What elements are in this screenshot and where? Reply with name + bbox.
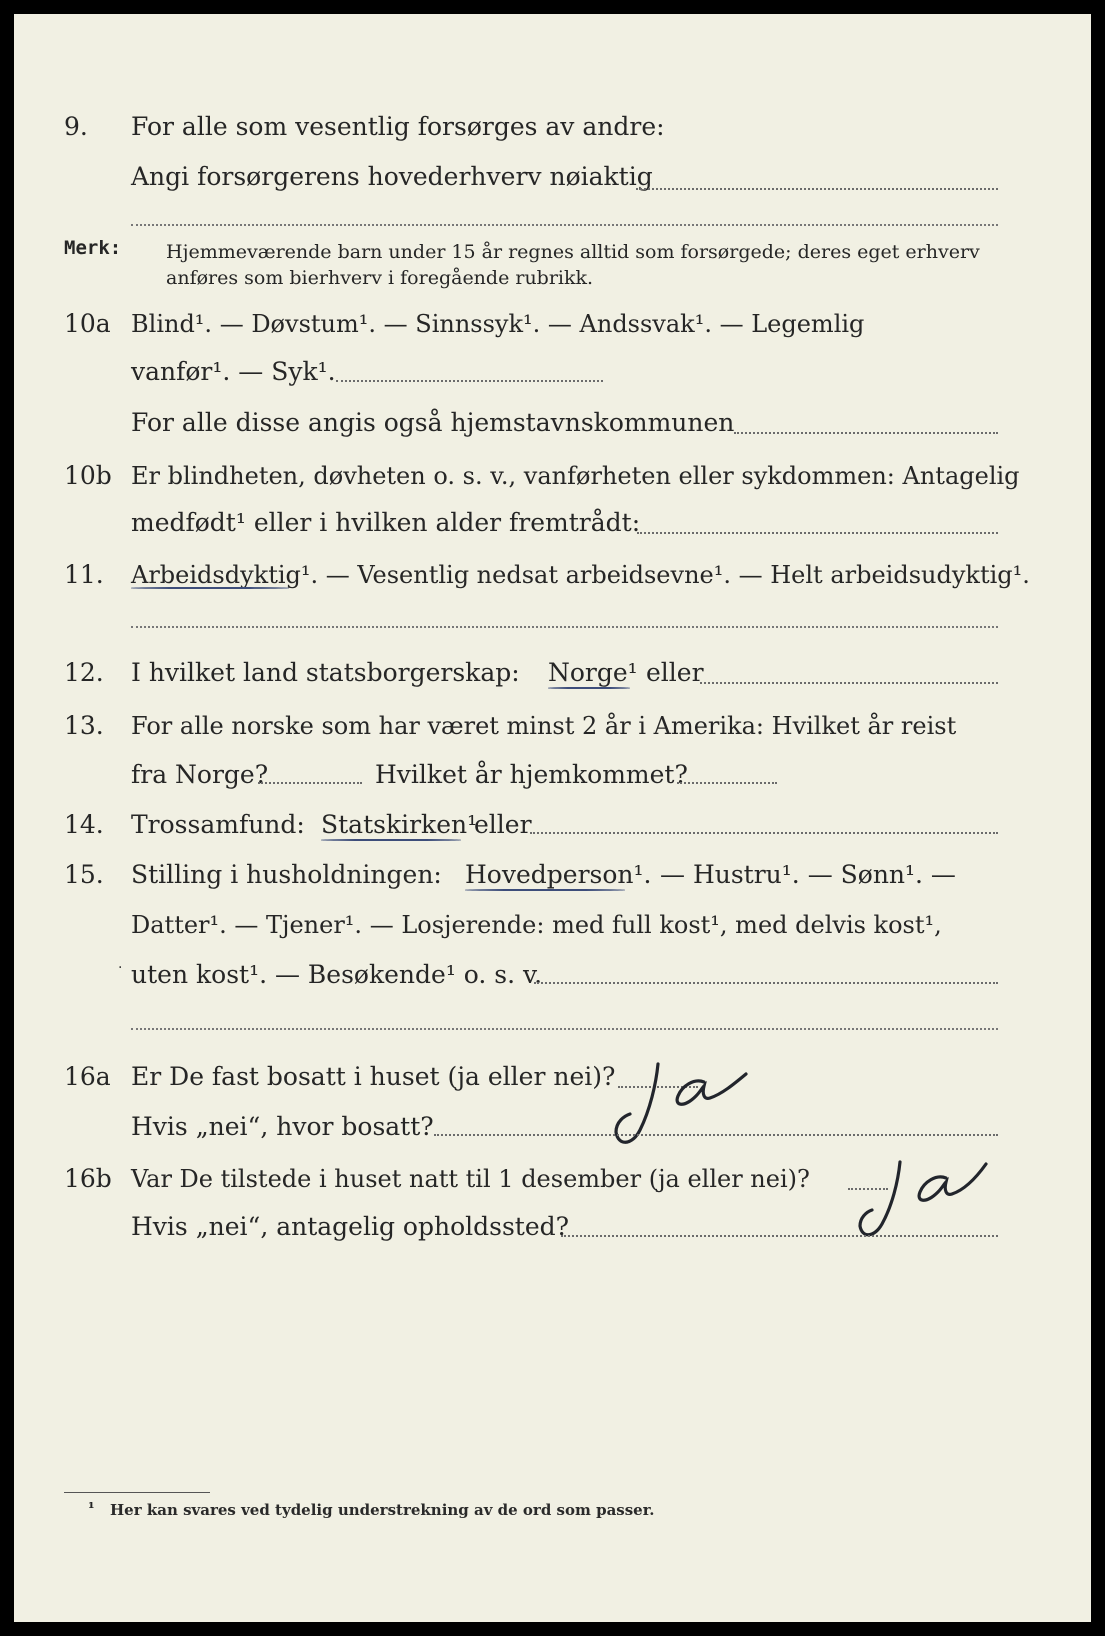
merk-text-line1: Hjemmeværende barn under 15 år regnes alltid som forsørgede; deres eget erhverv — [166, 241, 980, 263]
q13-text-line2b: Hvilket år hjemkommet? — [375, 760, 688, 789]
q16b-opholdssted-answer-field[interactable] — [561, 1235, 998, 1237]
q13-hjemkommet-answer-field[interactable] — [677, 782, 777, 784]
q16a-bosatt-answer-field[interactable] — [434, 1134, 998, 1136]
q10a-syk-answer-field[interactable] — [336, 380, 603, 382]
ink-tick-mark: · — [118, 960, 123, 976]
q9-answer-field[interactable] — [636, 188, 998, 190]
q12-norge-underline — [548, 687, 630, 689]
q15-text-line2: Datter¹. — Tjener¹. — Losjerende: med full kost¹, med delvis kost¹, — [131, 911, 942, 939]
q9-text-line2: Angi forsørgerens hovederhverv nøiaktig — [131, 162, 653, 191]
q15-text-line1a: Stilling i husholdningen: — [131, 860, 442, 889]
merk-label: Merk: — [64, 237, 122, 259]
q15-hovedperson-underline — [465, 889, 625, 891]
census-form-page — [14, 14, 1091, 1622]
q13-number: 13. — [64, 711, 104, 740]
footnote-separator — [64, 1492, 210, 1493]
q16b-text-line1: Var De tilstede i huset natt til 1 desember (ja eller nei)? — [131, 1165, 810, 1193]
q16a-handwritten-answer — [606, 1052, 756, 1152]
q9-extra-answer-line[interactable] — [131, 224, 998, 226]
merk-text-line2: anføres som bierhverv i foregående rubrikk. — [166, 267, 594, 289]
q11-text-line1: Arbeidsdyktig¹. — Vesentlig nedsat arbeidsevne¹. — Helt arbeidsudyktig¹. — [131, 561, 1030, 589]
q15-text-line3: uten kost¹. — Besøkende¹ o. s. v. — [131, 960, 543, 989]
q14-statskirken-underline — [321, 839, 461, 841]
q13-text-line2a: fra Norge? — [131, 760, 269, 789]
q14-answer-field[interactable] — [530, 832, 998, 834]
q11-arbeidsdyktig-underline — [131, 587, 289, 589]
q16a-text-line2: Hvis „nei“, hvor bosatt? — [131, 1112, 434, 1141]
q10a-text-line1: Blind¹. — Døvstum¹. — Sinnssyk¹. — Andssvak¹. — Legemlig — [131, 310, 865, 338]
q15-answer-field[interactable] — [534, 982, 998, 984]
q13-text-line1: For alle norske som har været minst 2 år i Amerika: Hvilket år reist — [131, 712, 957, 740]
q10a-text-line2: vanfør¹. — Syk¹. — [131, 357, 336, 386]
q11-extra-answer-line[interactable] — [131, 626, 998, 628]
q10b-answer-field[interactable] — [637, 532, 998, 534]
q16b-handwritten-answer — [850, 1154, 1000, 1254]
q10a-text-line3: For alle disse angis også hjemstavnskommunen — [131, 408, 735, 437]
q12-text-norge: Norge¹ — [548, 658, 638, 687]
q10b-text-line2: medfødt¹ eller i hvilken alder fremtrådt: — [131, 508, 641, 537]
q16b-text-line2: Hvis „nei“, antagelig opholdssted? — [131, 1212, 570, 1241]
q11-number: 11. — [64, 560, 104, 589]
q10a-hjemstavn-answer-field[interactable] — [734, 432, 998, 434]
q14-text-statskirken: Statskirken¹ — [321, 810, 478, 839]
q14-text-eller: eller — [474, 810, 532, 839]
q9-text-line1: For alle som vesentlig forsørges av andre: — [131, 112, 665, 141]
q14-number: 14. — [64, 810, 104, 839]
q12-number: 12. — [64, 658, 104, 687]
footnote-marker: ¹ — [88, 1499, 95, 1517]
q16a-text-line1: Er De fast bosatt i huset (ja eller nei)? — [131, 1062, 616, 1091]
q12-text-eller: eller — [646, 658, 704, 687]
q15-text-line1c: — Hustru¹. — Sønn¹. — — [660, 860, 956, 889]
q14-text-a: Trossamfund: — [131, 810, 305, 839]
q10a-number: 10a — [64, 309, 111, 338]
q15-text-hovedperson: Hovedperson¹. — [465, 860, 652, 889]
q12-text-a: I hvilket land statsborgerskap: — [131, 658, 520, 687]
footnote-text: Her kan svares ved tydelig understrekning av de ord som passer. — [110, 1501, 655, 1519]
q9-number: 9. — [64, 112, 88, 141]
q13-reist-answer-field[interactable] — [258, 782, 362, 784]
q12-answer-field[interactable] — [700, 682, 998, 684]
q15-extra-answer-line[interactable] — [131, 1028, 998, 1030]
q10b-text-line1: Er blindheten, døvheten o. s. v., vanførheten eller sykdommen: Antagelig — [131, 462, 1020, 490]
q15-number: 15. — [64, 860, 104, 889]
q16a-number: 16a — [64, 1062, 111, 1091]
q16b-number: 16b — [64, 1164, 112, 1193]
q10b-number: 10b — [64, 461, 112, 490]
